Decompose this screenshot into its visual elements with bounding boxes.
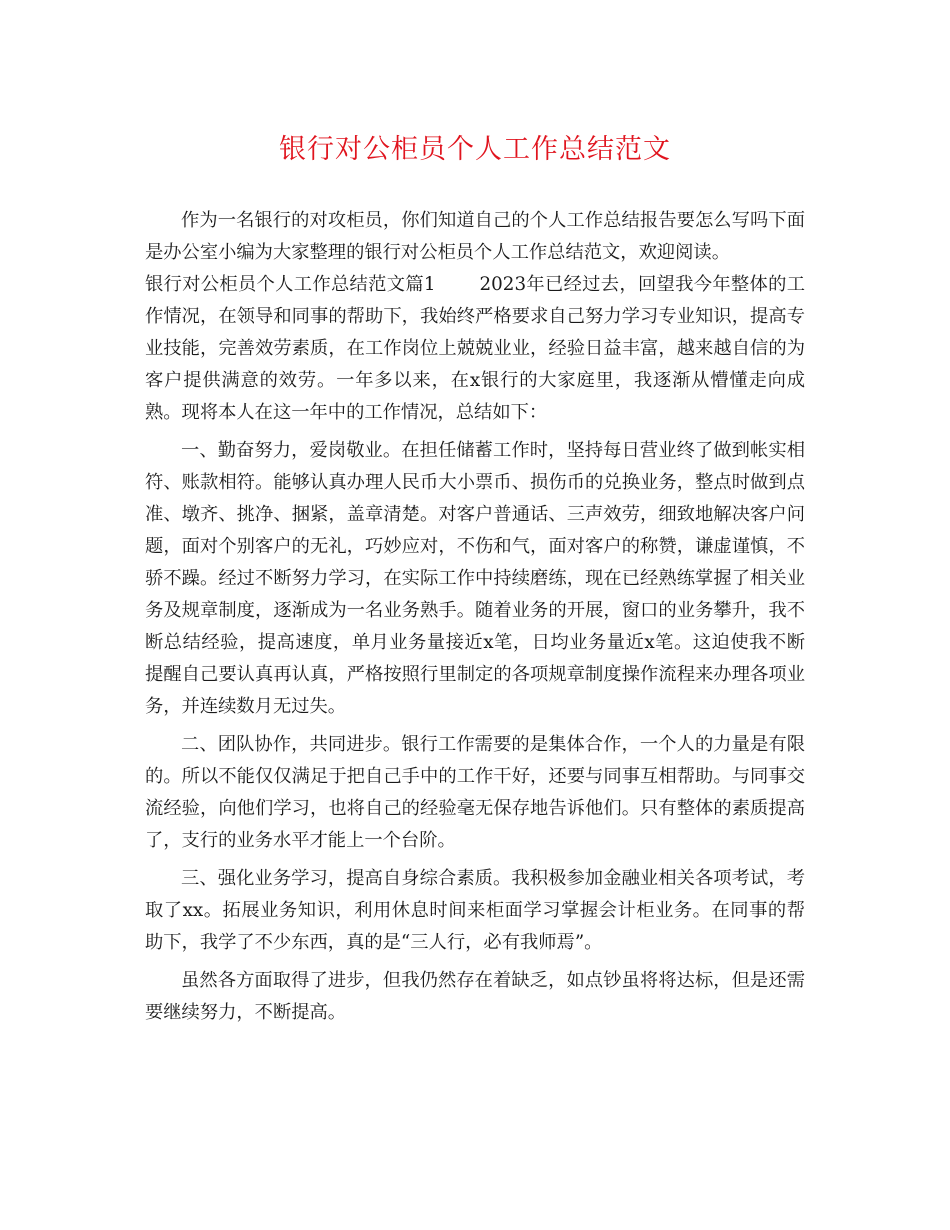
section-3-paragraph: 三、强化业务学习，提高自身综合素质。我积极参加金融业相关各项考试，考取了xx。拓展业务知识，利用休息时间来柜面学习掌握会计柜业务。在同事的帮助下，我学了不少东西，真的是“三人行，必有我师焉”。 [145,868,805,953]
section-1-paragraph: 一、勤奋努力，爱岗敬业。在担任储蓄工作时，坚持每日营业终了做到帐实相符、账款相符。能够认真办理人民币大小票币、损伤币的兑换业务，整点时做到点准、墩齐、挑净、捆紧，盖章清楚。对客户普通话、三声效劳，细致地解决客户问题，面对个别客户的无礼，巧妙应对，不伤和气，面对客户的称赞，谦虚谨慎，不骄不躁。经过不断努力学习，在实际工作中持续磨练，现在已经熟练掌握了相关业务及规章制度，逐渐成为一名业务熟手。随着业务的开展，窗口的业务攀升，我不断总结经验，提高速度，单月业务量接近x笔，日均业务量近x笔。这迫使我不断提醒自己要认真再认真，严格按照行里制定的各项规章制度操作流程来办理各项业务，并连续数月无过失。 [145,440,805,717]
section-2-paragraph: 二、团队协作，共同进步。银行工作需要的是集体合作，一个人的力量是有限的。所以不能仅仅满足于把自己手中的工作干好，还要与同事互相帮助。与同事交流经验，向他们学习，也将自己的经验毫无保存地告诉他们。只有整体的素质提高了，支行的业务水平才能上一个台阶。 [145,734,805,851]
closing-paragraph: 虽然各方面取得了进步，但我仍然存在着缺乏，如点钞虽将将达标，但是还需要继续努力，不断提高。 [145,970,805,1023]
article-paragraph [145,269,805,429]
intro-paragraph: 作为一名银行的对攻柜员，你们知道自己的个人工作总结报告要怎么写吗下面是办公室小编为大家整理的银行对公柜员个人工作总结范文，欢迎阅读。 [145,210,805,263]
article-heading: 银行对公柜员个人工作总结范文篇1 [145,274,436,295]
article-opening: 2023年已经过去，回望我今年整体的工作情况，在领导和同事的帮助下，我始终严格要求自己努力学习专业知识，提高专业技能，完善效劳素质，在工作岗位上兢兢业业，经验日益丰富，越来越自信的为客户提供满意的效劳。一年多以来，在x银行的大家庭里，我逐渐从懵懂走向成熟。现将本人在这一年中的工作情况，总结如下： [145,274,805,423]
document-title: 银行对公柜员个人工作总结范文 [279,134,671,165]
document-body [145,205,805,1035]
